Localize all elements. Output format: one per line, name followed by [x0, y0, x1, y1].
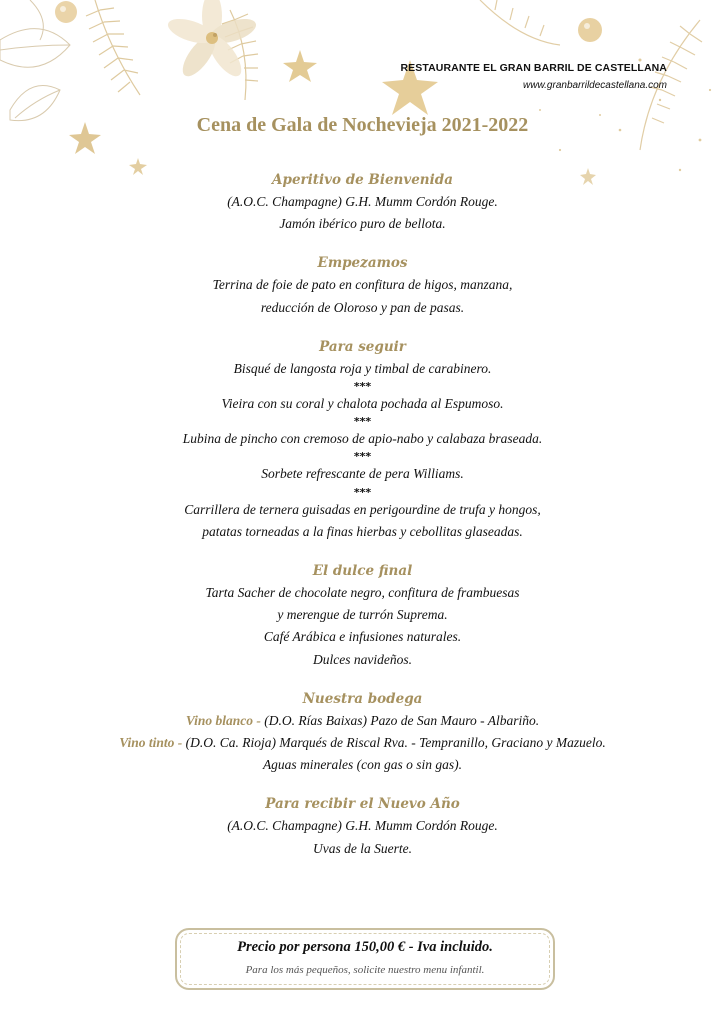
section-nuevo-ano: [0, 794, 725, 859]
price-box: [175, 928, 555, 990]
menu-body: [0, 170, 725, 878]
menu-line: Lubina de pincho con cremoso de apio-nabo y calabaza braseada.: [182, 431, 543, 447]
separator: ***: [353, 485, 372, 499]
separator: ***: [353, 380, 372, 394]
kids-menu-note: Para los más pequeños, solicite nuestro menu infantil.: [245, 964, 485, 976]
section-title: Para recibir el Nuevo Año: [265, 796, 460, 813]
restaurant-name: RESTAURANTE EL GRAN BARRIL DE CASTELLANA: [400, 62, 667, 74]
section-title: El dulce final: [312, 563, 413, 580]
restaurant-header: [400, 62, 667, 91]
wine-text: (D.O. Rías Baixas) Pazo de San Mauro - Albariño.: [264, 712, 540, 728]
menu-line: y merengue de turrón Suprema.: [277, 607, 448, 623]
wine-text: (D.O. Ca. Rioja) Marqués de Riscal Rva. - Tempranillo, Graciano y Mazuelo.: [185, 735, 606, 751]
menu-line: Sorbete refrescante de pera Williams.: [261, 466, 464, 482]
section-title: Para seguir: [319, 338, 406, 355]
menu-line: Aguas minerales (con gas o sin gas).: [262, 757, 463, 773]
menu-title: Cena de Gala de Nochevieja 2021-2022: [196, 114, 529, 136]
menu-line: Café Arábica e infusiones naturales.: [263, 629, 462, 645]
price-text: Precio por persona 150,00 € - Iva incluido.: [237, 939, 493, 955]
menu-line: (A.O.C. Champagne) G.H. Mumm Cordón Rouge.: [227, 194, 498, 209]
section-empezamos: [0, 253, 725, 318]
wine-line-red: [0, 732, 725, 754]
menu-line: Vieira con su coral y chalota pochada al Espumoso.: [221, 396, 504, 412]
section-aperitivo: [0, 170, 725, 235]
menu-line: Dulces navideños.: [313, 651, 412, 667]
section-title: Empezamos: [317, 255, 408, 272]
menu-line: Terrina de foie de pato en confitura de higos, manzana,: [212, 277, 513, 293]
menu-line: Jamón ibérico puro de bellota.: [279, 216, 446, 232]
section-title: Nuestra bodega: [302, 690, 423, 707]
separator: ***: [353, 415, 372, 429]
separator: ***: [353, 450, 372, 464]
menu-line: Tarta Sacher de chocolate negro, confitura de frambuesas: [205, 585, 520, 601]
wine-label: Vino tinto -: [119, 735, 183, 751]
wine-label: Vino blanco -: [185, 712, 261, 728]
menu-line: Uvas de la Suerte.: [313, 840, 412, 856]
wine-line-white: [0, 710, 725, 732]
section-title: Aperitivo de Bienvenida: [272, 172, 453, 188]
section-para-seguir: [0, 337, 725, 543]
section-bodega: [0, 689, 725, 777]
restaurant-website: www.granbarrildecastellana.com: [523, 80, 667, 91]
menu-line: Bisqué de langosta roja y timbal de carabinero.: [233, 360, 492, 376]
menu-line: reducción de Oloroso y pan de pasas.: [260, 299, 465, 315]
section-dulce-final: [0, 561, 725, 671]
menu-line: patatas torneadas a la finas hierbas y cebollitas glaseadas.: [202, 523, 523, 539]
menu-line: Carrillera de ternera guisadas en perigourdine de trufa y hongos,: [184, 501, 541, 517]
menu-line: (A.O.C. Champagne) G.H. Mumm Cordón Rouge.: [227, 818, 498, 834]
